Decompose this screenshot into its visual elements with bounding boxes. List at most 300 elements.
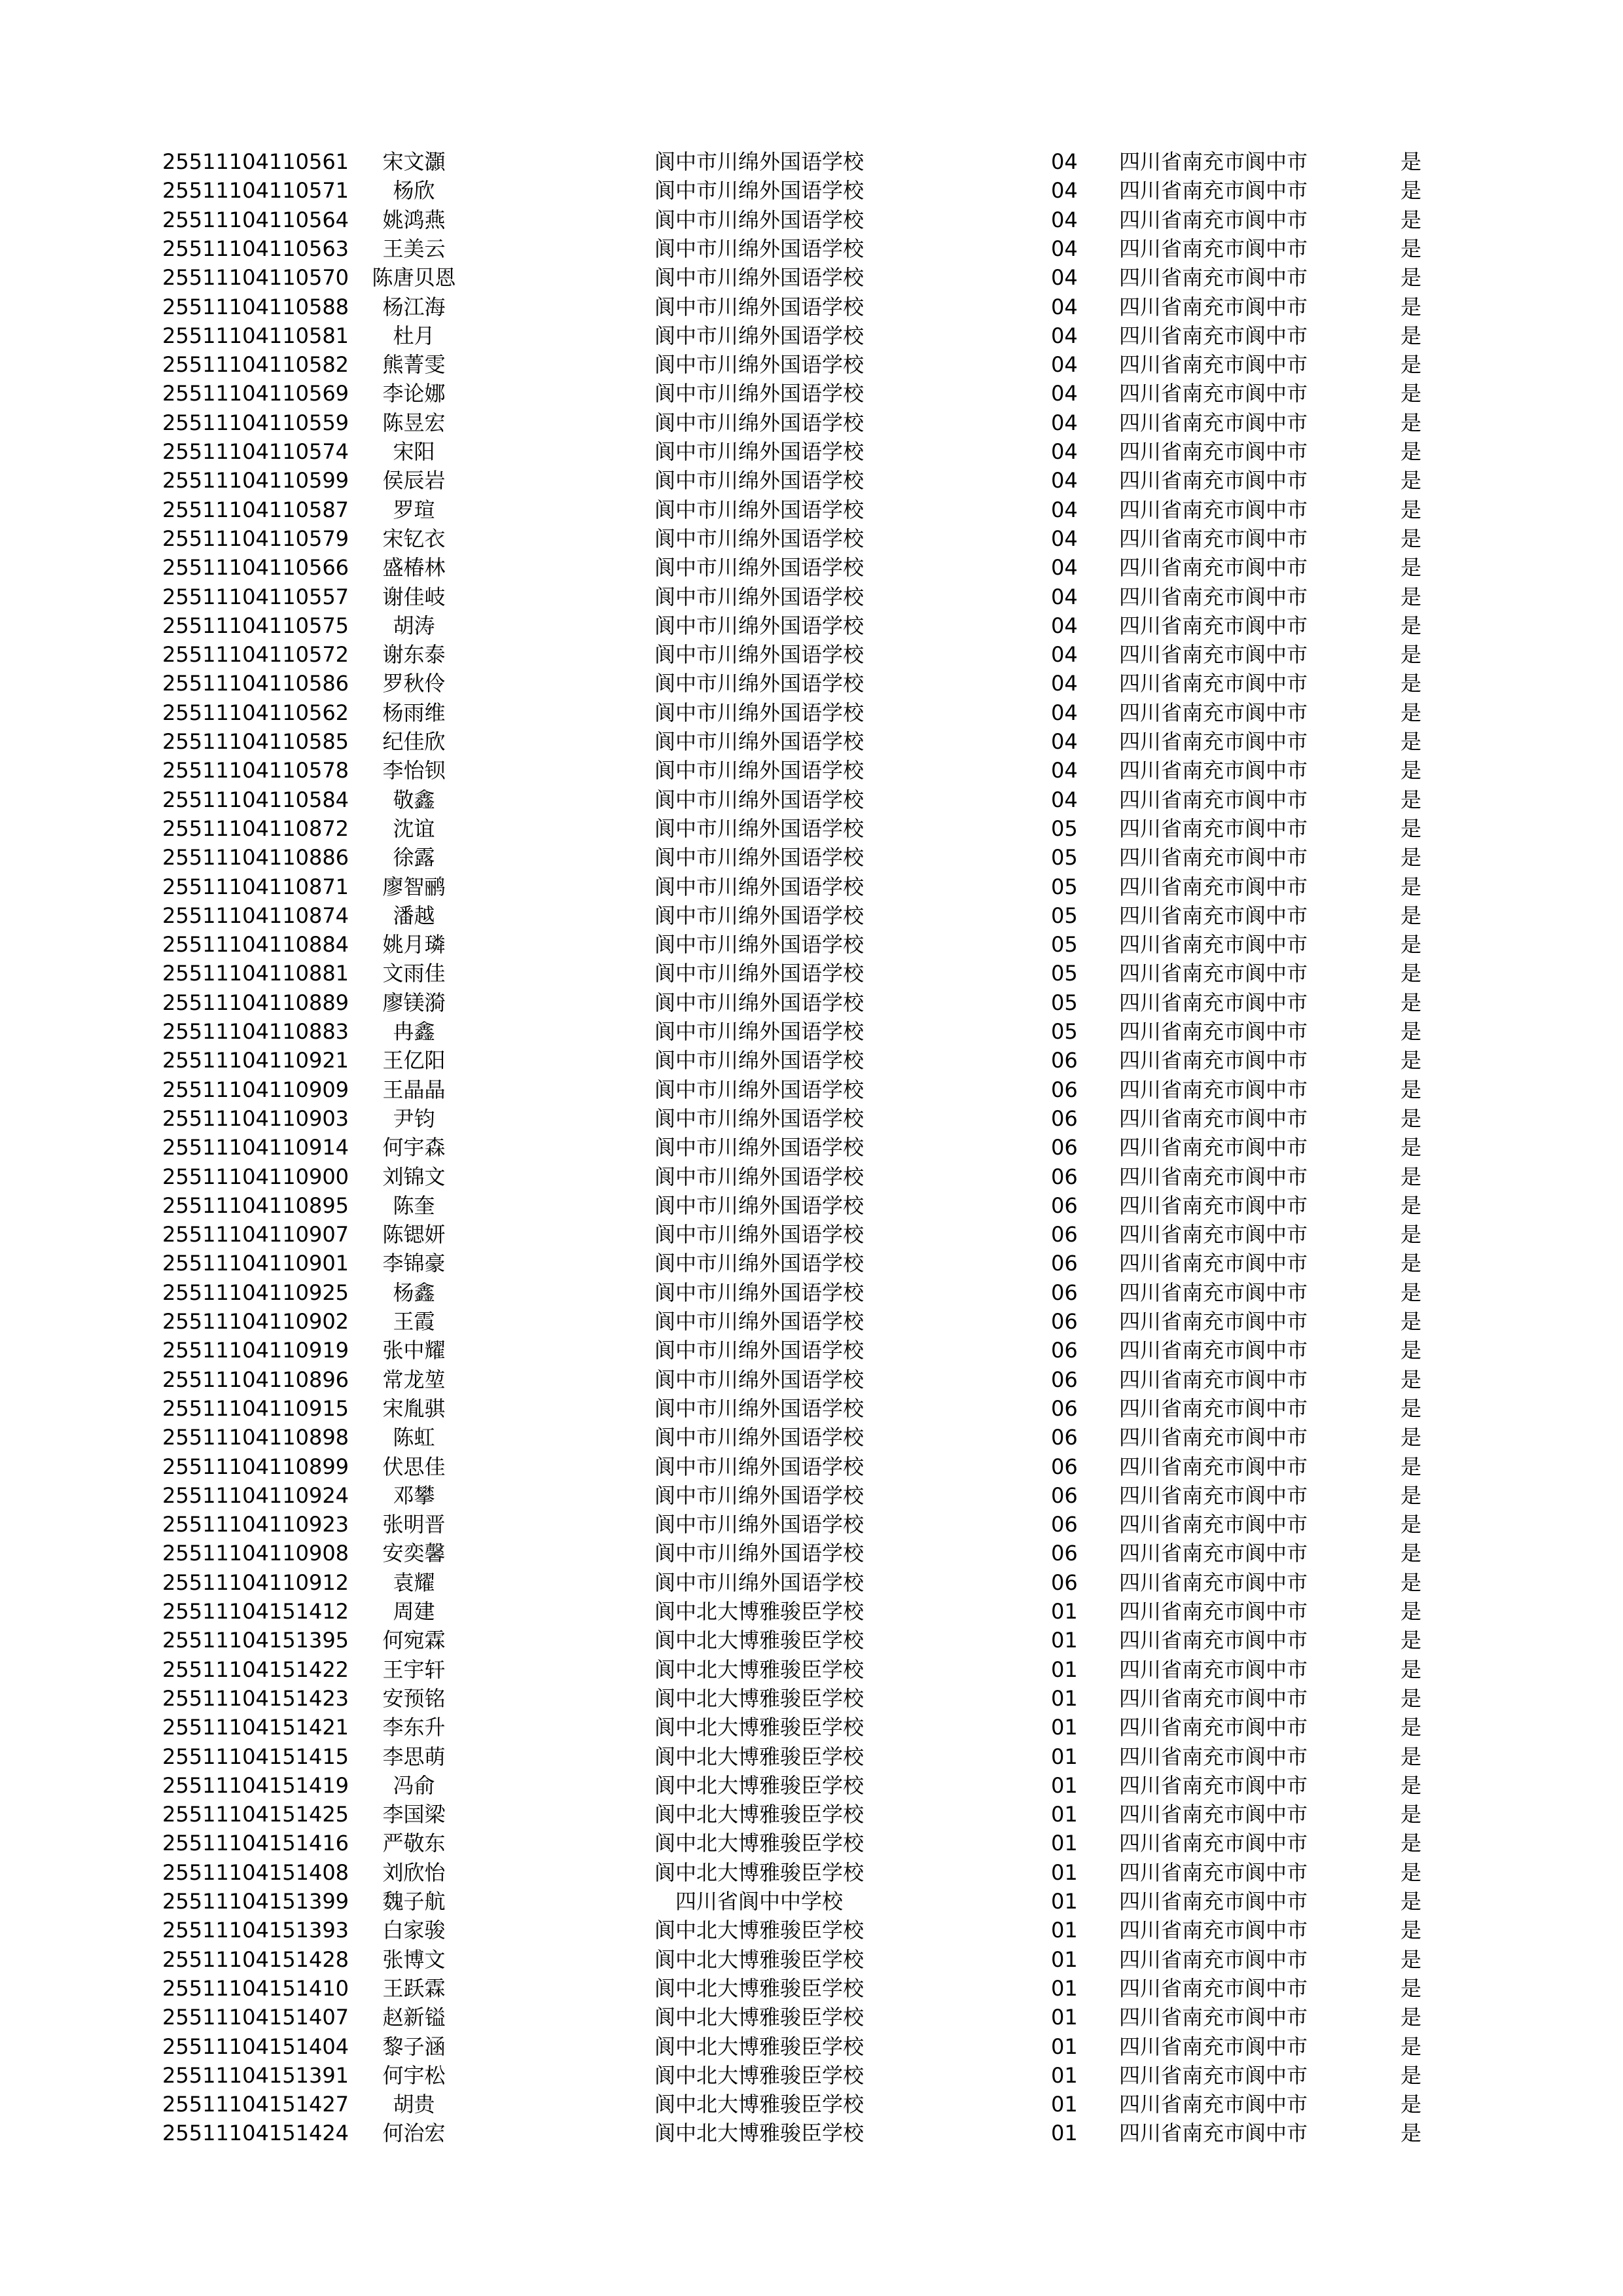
- table-row: [0, 988, 1623, 1017]
- location-cell: 四川省南充市阆中市: [1119, 1367, 1308, 1392]
- student-id-cell: 25511104110872: [162, 816, 349, 841]
- location-cell: 四川省南充市阆中市: [1119, 613, 1308, 638]
- status-flag-cell: 是: [1400, 642, 1422, 668]
- location-cell: 四川省南充市阆中市: [1119, 1715, 1308, 1740]
- class-code-cell: 05: [1051, 816, 1078, 841]
- student-name-cell: 尹钧: [393, 1105, 435, 1131]
- school-name-cell: 阆中市川绵外国语学校: [654, 671, 864, 696]
- table-row: [0, 2003, 1623, 2032]
- student-id-cell: 25511104110886: [162, 845, 349, 870]
- location-cell: 四川省南充市阆中市: [1119, 1541, 1308, 1566]
- class-code-cell: 04: [1051, 700, 1078, 725]
- class-code-cell: 06: [1051, 1309, 1078, 1334]
- status-flag-cell: 是: [1400, 787, 1422, 812]
- status-flag-cell: 是: [1400, 1512, 1422, 1537]
- status-flag-cell: 是: [1400, 1454, 1422, 1479]
- student-name-cell: 白家骏: [382, 1918, 446, 1943]
- student-name-cell: 刘欣怡: [382, 1859, 446, 1885]
- status-flag-cell: 是: [1400, 700, 1422, 725]
- table-row: [0, 1945, 1623, 1974]
- table-row: [0, 1887, 1623, 1916]
- student-name-cell: 廖智鹂: [382, 874, 446, 899]
- status-flag-cell: 是: [1400, 555, 1422, 581]
- status-flag-cell: 是: [1400, 352, 1422, 378]
- location-cell: 四川省南充市阆中市: [1119, 1772, 1308, 1798]
- status-flag-cell: 是: [1400, 1657, 1422, 1682]
- student-name-cell: 何宇森: [382, 1135, 446, 1160]
- student-name-cell: 敬鑫: [393, 787, 435, 812]
- student-id-cell: 25511104110909: [162, 1077, 349, 1102]
- student-id-cell: 25511104110561: [162, 149, 349, 174]
- location-cell: 四川省南充市阆中市: [1119, 700, 1308, 725]
- student-name-cell: 杨雨维: [382, 700, 446, 725]
- status-flag-cell: 是: [1400, 903, 1422, 928]
- school-name-cell: 阆中市川绵外国语学校: [654, 1367, 864, 1392]
- location-cell: 四川省南充市阆中市: [1119, 1222, 1308, 1247]
- class-code-cell: 01: [1051, 1859, 1078, 1885]
- status-flag-cell: 是: [1400, 816, 1422, 841]
- location-cell: 四川省南充市阆中市: [1119, 1918, 1308, 1943]
- school-name-cell: 阆中北大博雅骏臣学校: [654, 1744, 864, 1769]
- student-id-cell: 25511104110579: [162, 526, 349, 551]
- school-name-cell: 阆中市川绵外国语学校: [654, 178, 864, 204]
- table-row: [0, 176, 1623, 205]
- class-code-cell: 01: [1051, 2092, 1078, 2117]
- student-name-cell: 周建: [393, 1599, 435, 1624]
- school-name-cell: 阆中市川绵外国语学校: [654, 1425, 864, 1450]
- student-id-cell: 25511104151412: [162, 1599, 349, 1624]
- student-name-cell: 沈谊: [393, 816, 435, 841]
- student-name-cell: 张中耀: [382, 1338, 446, 1363]
- status-flag-cell: 是: [1400, 2092, 1422, 2117]
- location-cell: 四川省南充市阆中市: [1119, 1628, 1308, 1653]
- location-cell: 四川省南充市阆中市: [1119, 265, 1308, 291]
- table-row: [0, 727, 1623, 756]
- location-cell: 四川省南充市阆中市: [1119, 1482, 1308, 1508]
- table-row: [0, 1626, 1623, 1655]
- class-code-cell: 04: [1051, 149, 1078, 174]
- class-code-cell: 04: [1051, 178, 1078, 204]
- class-code-cell: 01: [1051, 1715, 1078, 1740]
- table-row: [0, 1713, 1623, 1742]
- school-name-cell: 阆中市川绵外国语学校: [654, 1454, 864, 1479]
- school-name-cell: 阆中北大博雅骏臣学校: [654, 1599, 864, 1624]
- status-flag-cell: 是: [1400, 1715, 1422, 1740]
- status-flag-cell: 是: [1400, 932, 1422, 958]
- school-name-cell: 阆中市川绵外国语学校: [654, 816, 864, 841]
- student-name-cell: 罗秋伶: [382, 671, 446, 696]
- class-code-cell: 06: [1051, 1105, 1078, 1131]
- student-id-cell: 25511104110907: [162, 1222, 349, 1247]
- student-id-cell: 25511104151393: [162, 1918, 349, 1943]
- table-row: [0, 1133, 1623, 1162]
- table-row: [0, 1220, 1623, 1249]
- table-row: [0, 1249, 1623, 1278]
- class-code-cell: 06: [1051, 1164, 1078, 1189]
- table-row: [0, 930, 1623, 959]
- status-flag-cell: 是: [1400, 1802, 1422, 1827]
- student-id-cell: 25511104110587: [162, 497, 349, 522]
- location-cell: 四川省南充市阆中市: [1119, 845, 1308, 870]
- student-name-cell: 罗瑄: [393, 497, 435, 522]
- school-name-cell: 阆中市川绵外国语学校: [654, 1019, 864, 1044]
- school-name-cell: 阆中市川绵外国语学校: [654, 1048, 864, 1073]
- student-name-cell: 邓攀: [393, 1482, 435, 1508]
- student-name-cell: 姚鸿燕: [382, 207, 446, 232]
- class-code-cell: 04: [1051, 787, 1078, 812]
- status-flag-cell: 是: [1400, 1599, 1422, 1624]
- table-row: [0, 872, 1623, 901]
- student-id-cell: 25511104151391: [162, 2062, 349, 2088]
- location-cell: 四川省南充市阆中市: [1119, 555, 1308, 581]
- location-cell: 四川省南充市阆中市: [1119, 961, 1308, 986]
- student-name-cell: 杨鑫: [393, 1280, 435, 1305]
- status-flag-cell: 是: [1400, 1309, 1422, 1334]
- location-cell: 四川省南充市阆中市: [1119, 352, 1308, 378]
- class-code-cell: 06: [1051, 1367, 1078, 1392]
- status-flag-cell: 是: [1400, 758, 1422, 783]
- school-name-cell: 阆中市川绵外国语学校: [654, 758, 864, 783]
- status-flag-cell: 是: [1400, 207, 1422, 232]
- location-cell: 四川省南充市阆中市: [1119, 1802, 1308, 1827]
- school-name-cell: 阆中市川绵外国语学校: [654, 468, 864, 493]
- location-cell: 四川省南充市阆中市: [1119, 1831, 1308, 1856]
- status-flag-cell: 是: [1400, 961, 1422, 986]
- status-flag-cell: 是: [1400, 1367, 1422, 1392]
- location-cell: 四川省南充市阆中市: [1119, 1570, 1308, 1595]
- class-code-cell: 04: [1051, 294, 1078, 319]
- student-name-cell: 安奕馨: [382, 1541, 446, 1566]
- status-flag-cell: 是: [1400, 1831, 1422, 1856]
- status-flag-cell: 是: [1400, 1628, 1422, 1653]
- location-cell: 四川省南充市阆中市: [1119, 1164, 1308, 1189]
- location-cell: 四川省南充市阆中市: [1119, 1251, 1308, 1276]
- status-flag-cell: 是: [1400, 584, 1422, 609]
- student-name-cell: 王宇轩: [382, 1657, 446, 1682]
- table-row: [0, 1162, 1623, 1191]
- class-code-cell: 01: [1051, 1889, 1078, 1914]
- student-id-cell: 25511104110584: [162, 787, 349, 812]
- location-cell: 四川省南充市阆中市: [1119, 1077, 1308, 1102]
- class-code-cell: 01: [1051, 1831, 1078, 1856]
- table-row: [0, 1046, 1623, 1075]
- student-id-cell: 25511104110585: [162, 729, 349, 754]
- school-name-cell: 阆中市川绵外国语学校: [654, 1077, 864, 1102]
- student-name-cell: 常龙堃: [382, 1367, 446, 1392]
- location-cell: 四川省南充市阆中市: [1119, 903, 1308, 928]
- status-flag-cell: 是: [1400, 2005, 1422, 2030]
- location-cell: 四川省南充市阆中市: [1119, 729, 1308, 754]
- class-code-cell: 06: [1051, 1280, 1078, 1305]
- status-flag-cell: 是: [1400, 1077, 1422, 1102]
- class-code-cell: 06: [1051, 1454, 1078, 1479]
- class-code-cell: 06: [1051, 1425, 1078, 1450]
- school-name-cell: 阆中市川绵外国语学校: [654, 932, 864, 958]
- school-name-cell: 阆中北大博雅骏臣学校: [654, 1657, 864, 1682]
- school-name-cell: 阆中北大博雅骏臣学校: [654, 1802, 864, 1827]
- student-name-cell: 冉鑫: [393, 1019, 435, 1044]
- table-row: [0, 1510, 1623, 1539]
- class-code-cell: 01: [1051, 1657, 1078, 1682]
- school-name-cell: 阆中市川绵外国语学校: [654, 845, 864, 870]
- school-name-cell: 阆中北大博雅骏臣学校: [654, 2005, 864, 2030]
- status-flag-cell: 是: [1400, 1280, 1422, 1305]
- table-row: [0, 756, 1623, 785]
- table-row: [0, 263, 1623, 292]
- location-cell: 四川省南充市阆中市: [1119, 2121, 1308, 2146]
- class-code-cell: 01: [1051, 1744, 1078, 1769]
- school-name-cell: 阆中北大博雅骏臣学校: [654, 2121, 864, 2146]
- class-code-cell: 01: [1051, 1975, 1078, 2001]
- status-flag-cell: 是: [1400, 526, 1422, 551]
- student-name-cell: 张明晋: [382, 1512, 446, 1537]
- status-flag-cell: 是: [1400, 236, 1422, 261]
- class-code-cell: 06: [1051, 1338, 1078, 1363]
- status-flag-cell: 是: [1400, 1395, 1422, 1421]
- student-id-cell: 25511104110557: [162, 584, 349, 609]
- location-cell: 四川省南充市阆中市: [1119, 584, 1308, 609]
- school-name-cell: 阆中北大博雅骏臣学校: [654, 1831, 864, 1856]
- school-name-cell: 阆中市川绵外国语学校: [654, 642, 864, 668]
- table-row: [0, 1829, 1623, 1857]
- class-code-cell: 04: [1051, 352, 1078, 378]
- table-row: [0, 843, 1623, 872]
- class-code-cell: 04: [1051, 729, 1078, 754]
- school-name-cell: 阆中市川绵外国语学校: [654, 990, 864, 1015]
- student-name-cell: 文雨佳: [382, 961, 446, 986]
- student-name-cell: 徐露: [393, 845, 435, 870]
- status-flag-cell: 是: [1400, 468, 1422, 493]
- class-code-cell: 01: [1051, 1772, 1078, 1798]
- school-name-cell: 阆中北大博雅骏臣学校: [654, 1859, 864, 1885]
- school-name-cell: 阆中北大博雅骏臣学校: [654, 2092, 864, 2117]
- school-name-cell: 阆中市川绵外国语学校: [654, 613, 864, 638]
- student-name-cell: 谢佳岐: [382, 584, 446, 609]
- class-code-cell: 05: [1051, 845, 1078, 870]
- student-name-cell: 王美云: [382, 236, 446, 261]
- class-code-cell: 01: [1051, 1802, 1078, 1827]
- school-name-cell: 阆中市川绵外国语学校: [654, 1193, 864, 1218]
- table-row: [0, 583, 1623, 611]
- student-id-cell: 25511104110919: [162, 1338, 349, 1363]
- student-name-cell: 王亿阳: [382, 1048, 446, 1073]
- student-id-cell: 25511104151404: [162, 2034, 349, 2059]
- student-name-cell: 李思萌: [382, 1744, 446, 1769]
- table-row: [0, 785, 1623, 814]
- student-name-cell: 宋胤骐: [382, 1395, 446, 1421]
- class-code-cell: 05: [1051, 932, 1078, 958]
- class-code-cell: 01: [1051, 2005, 1078, 2030]
- location-cell: 四川省南充市阆中市: [1119, 2092, 1308, 2117]
- class-code-cell: 04: [1051, 381, 1078, 406]
- status-flag-cell: 是: [1400, 178, 1422, 204]
- location-cell: 四川省南充市阆中市: [1119, 207, 1308, 232]
- school-name-cell: 阆中北大博雅骏臣学校: [654, 1918, 864, 1943]
- location-cell: 四川省南充市阆中市: [1119, 149, 1308, 174]
- student-name-cell: 冯俞: [393, 1772, 435, 1798]
- status-flag-cell: 是: [1400, 1482, 1422, 1508]
- school-name-cell: 阆中市川绵外国语学校: [654, 584, 864, 609]
- table-row: [0, 1771, 1623, 1800]
- location-cell: 四川省南充市阆中市: [1119, 497, 1308, 522]
- table-row: [0, 1597, 1623, 1626]
- table-row: [0, 234, 1623, 263]
- school-name-cell: 阆中市川绵外国语学校: [654, 787, 864, 812]
- student-id-cell: 25511104110564: [162, 207, 349, 232]
- class-code-cell: 01: [1051, 1599, 1078, 1624]
- student-name-cell: 王霞: [393, 1309, 435, 1334]
- class-code-cell: 06: [1051, 1482, 1078, 1508]
- student-name-cell: 何宇松: [382, 2062, 446, 2088]
- student-name-cell: 袁耀: [393, 1570, 435, 1595]
- table-row: [0, 2090, 1623, 2119]
- school-name-cell: 阆中市川绵外国语学校: [654, 555, 864, 581]
- student-id-cell: 25511104110896: [162, 1367, 349, 1392]
- class-code-cell: 06: [1051, 1541, 1078, 1566]
- student-id-cell: 25511104110895: [162, 1193, 349, 1218]
- school-name-cell: 阆中市川绵外国语学校: [654, 700, 864, 725]
- table-row: [0, 611, 1623, 640]
- table-row: [0, 1539, 1623, 1568]
- location-cell: 四川省南充市阆中市: [1119, 1599, 1308, 1624]
- status-flag-cell: 是: [1400, 1859, 1422, 1885]
- table-row: [0, 2032, 1623, 2061]
- school-name-cell: 阆中市川绵外国语学校: [654, 352, 864, 378]
- student-id-cell: 25511104110923: [162, 1512, 349, 1537]
- school-name-cell: 阆中市川绵外国语学校: [654, 1541, 864, 1566]
- student-name-cell: 伏思佳: [382, 1454, 446, 1479]
- class-code-cell: 04: [1051, 410, 1078, 435]
- class-code-cell: 06: [1051, 1395, 1078, 1421]
- school-name-cell: 阆中市川绵外国语学校: [654, 961, 864, 986]
- school-name-cell: 阆中市川绵外国语学校: [654, 149, 864, 174]
- location-cell: 四川省南充市阆中市: [1119, 1744, 1308, 1769]
- location-cell: 四川省南充市阆中市: [1119, 1048, 1308, 1073]
- school-name-cell: 阆中市川绵外国语学校: [654, 323, 864, 348]
- class-code-cell: 06: [1051, 1222, 1078, 1247]
- class-code-cell: 05: [1051, 903, 1078, 928]
- student-id-cell: 25511104110889: [162, 990, 349, 1015]
- student-name-cell: 胡涛: [393, 613, 435, 638]
- status-flag-cell: 是: [1400, 410, 1422, 435]
- student-name-cell: 纪佳欣: [382, 729, 446, 754]
- class-code-cell: 01: [1051, 1918, 1078, 1943]
- student-name-cell: 赵新镒: [382, 2005, 446, 2030]
- school-name-cell: 阆中北大博雅骏臣学校: [654, 1975, 864, 2001]
- class-code-cell: 01: [1051, 2121, 1078, 2146]
- class-code-cell: 06: [1051, 1570, 1078, 1595]
- location-cell: 四川省南充市阆中市: [1119, 294, 1308, 319]
- class-code-cell: 04: [1051, 265, 1078, 291]
- student-id-cell: 25511104110566: [162, 555, 349, 581]
- student-id-cell: 25511104151425: [162, 1802, 349, 1827]
- student-id-cell: 25511104110898: [162, 1425, 349, 1450]
- student-id-cell: 25511104110900: [162, 1164, 349, 1189]
- status-flag-cell: 是: [1400, 1019, 1422, 1044]
- student-id-cell: 25511104110924: [162, 1482, 349, 1508]
- student-id-cell: 25511104151423: [162, 1685, 349, 1711]
- student-id-cell: 25511104151395: [162, 1628, 349, 1653]
- student-name-cell: 杨江海: [382, 294, 446, 319]
- table-row: [0, 1916, 1623, 1945]
- student-name-cell: 陈唐贝恩: [372, 265, 456, 291]
- table-row: [0, 1800, 1623, 1829]
- table-row: [0, 466, 1623, 495]
- school-name-cell: 阆中市川绵外国语学校: [654, 526, 864, 551]
- table-row: [0, 1481, 1623, 1510]
- student-id-cell: 25511104151419: [162, 1772, 349, 1798]
- school-name-cell: 阆中市川绵外国语学校: [654, 874, 864, 899]
- school-name-cell: 阆中北大博雅骏臣学校: [654, 1715, 864, 1740]
- student-id-cell: 25511104110574: [162, 439, 349, 464]
- status-flag-cell: 是: [1400, 671, 1422, 696]
- table-row: [0, 1684, 1623, 1713]
- school-name-cell: 阆中市川绵外国语学校: [654, 1395, 864, 1421]
- table-row: [0, 1858, 1623, 1887]
- student-id-cell: 25511104110559: [162, 410, 349, 435]
- status-flag-cell: 是: [1400, 1135, 1422, 1160]
- table-row: [0, 553, 1623, 582]
- location-cell: 四川省南充市阆中市: [1119, 1657, 1308, 1682]
- status-flag-cell: 是: [1400, 1105, 1422, 1131]
- school-name-cell: 阆中市川绵外国语学校: [654, 1135, 864, 1160]
- student-id-cell: 25511104110571: [162, 178, 349, 204]
- table-row: [0, 350, 1623, 379]
- status-flag-cell: 是: [1400, 874, 1422, 899]
- table-row: [0, 1568, 1623, 1597]
- table-row: [0, 2119, 1623, 2147]
- school-name-cell: 阆中市川绵外国语学校: [654, 1570, 864, 1595]
- class-code-cell: 04: [1051, 613, 1078, 638]
- student-id-cell: 25511104151421: [162, 1715, 349, 1740]
- table-row: [0, 640, 1623, 669]
- status-flag-cell: 是: [1400, 497, 1422, 522]
- class-code-cell: 01: [1051, 2062, 1078, 2088]
- student-name-cell: 侯辰岩: [382, 468, 446, 493]
- school-name-cell: 阆中市川绵外国语学校: [654, 903, 864, 928]
- school-name-cell: 阆中市川绵外国语学校: [654, 1482, 864, 1508]
- class-code-cell: 04: [1051, 584, 1078, 609]
- location-cell: 四川省南充市阆中市: [1119, 1280, 1308, 1305]
- status-flag-cell: 是: [1400, 265, 1422, 291]
- status-flag-cell: 是: [1400, 990, 1422, 1015]
- student-name-cell: 张博文: [382, 1946, 446, 1972]
- student-name-cell: 潘越: [393, 903, 435, 928]
- location-cell: 四川省南充市阆中市: [1119, 874, 1308, 899]
- student-id-cell: 25511104110570: [162, 265, 349, 291]
- location-cell: 四川省南充市阆中市: [1119, 323, 1308, 348]
- location-cell: 四川省南充市阆中市: [1119, 816, 1308, 841]
- table-row: [0, 1075, 1623, 1104]
- status-flag-cell: 是: [1400, 2034, 1422, 2059]
- student-name-cell: 王跃霖: [382, 1975, 446, 2001]
- status-flag-cell: 是: [1400, 1048, 1422, 1073]
- school-name-cell: 阆中市川绵外国语学校: [654, 207, 864, 232]
- student-name-cell: 陈昱宏: [382, 410, 446, 435]
- class-code-cell: 04: [1051, 758, 1078, 783]
- table-row: [0, 524, 1623, 553]
- location-cell: 四川省南充市阆中市: [1119, 1193, 1308, 1218]
- status-flag-cell: 是: [1400, 845, 1422, 870]
- student-name-cell: 李国梁: [382, 1802, 446, 1827]
- table-row: [0, 1104, 1623, 1133]
- status-flag-cell: 是: [1400, 1772, 1422, 1798]
- location-cell: 四川省南充市阆中市: [1119, 410, 1308, 435]
- status-flag-cell: 是: [1400, 1193, 1422, 1218]
- student-name-cell: 宋钇衣: [382, 526, 446, 551]
- student-name-cell: 李怡钡: [382, 758, 446, 783]
- table-row: [0, 2061, 1623, 2090]
